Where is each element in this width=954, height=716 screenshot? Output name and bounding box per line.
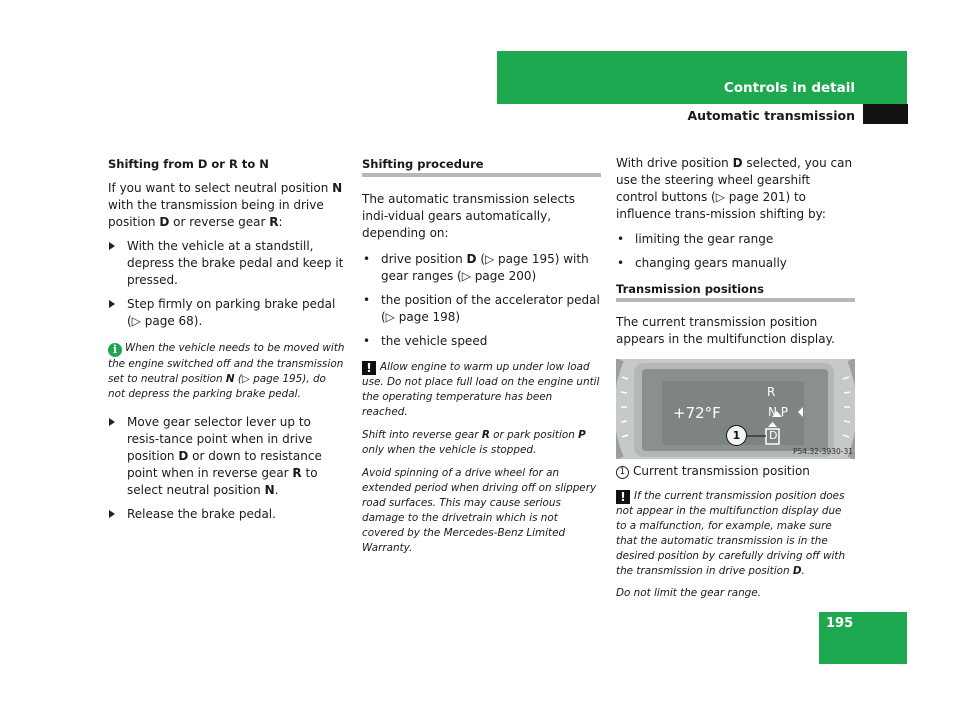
info-icon: i — [108, 343, 122, 357]
image-caption: 1 Current transmission position — [616, 463, 855, 480]
triangle-bullet-icon — [109, 242, 115, 250]
callout-1: 1 — [726, 425, 747, 446]
info-note: i When the vehicle needs to be moved with the engine switched off and the transmission set to neutral position N (▷ page 195), do not depress the parking brake pedal. — [108, 342, 345, 400]
subsection-black-tab — [863, 104, 908, 124]
column-2 — [362, 157, 601, 564]
step-4: Release the brake pedal. — [108, 506, 346, 523]
multifunction-display-image — [616, 359, 855, 459]
step-2: Step firmly on parking brake pedal (▷ page 68). — [108, 296, 346, 330]
display-gear-d: D — [769, 429, 778, 442]
warning-note-2: Shift into reverse gear R or park position P only when the vehicle is stopped. — [362, 429, 586, 456]
column-1 — [108, 157, 346, 530]
step-1: With the vehicle at a standstill, depress the brake pedal and keep it pressed. — [108, 238, 346, 289]
bullet-speed: • the vehicle speed — [363, 334, 488, 348]
photo-code: P54.32-3930-31 — [792, 447, 853, 456]
section-title: Controls in detail — [723, 80, 855, 96]
triangle-bullet-icon — [109, 418, 115, 426]
display-gear-np: N P — [768, 405, 789, 419]
display-gear-r: R — [767, 385, 776, 399]
warning-note-1: ! Allow engine to warm up under low load use. Do not place full load on the engine until the operating temperature has been reached. — [362, 361, 600, 418]
intro-paragraph: If you want to select neutral position N with the transmission being in drive position D or reverse gear R: — [108, 181, 343, 229]
triangle-bullet-icon — [109, 300, 115, 308]
triangle-bullet-icon — [109, 510, 115, 518]
bullet-accelerator: • the position of the accelerator pedal (▷ page 198) — [363, 293, 600, 324]
heading-shifting-d-r-to-n: Shifting from D or R to N — [108, 157, 269, 171]
bullet-limit-range: • limiting the gear range — [617, 232, 774, 246]
warning-icon: ! — [616, 490, 630, 504]
warning-note-gear-range: Do not limit the gear range. — [616, 587, 761, 599]
display-paragraph: The current transmission position appears in the multifunction display. — [616, 315, 835, 346]
bullet-change-gears: • changing gears manually — [617, 256, 787, 270]
intro-paragraph: The automatic transmission selects indi-vidual gears automatically, depending on: — [362, 192, 576, 240]
warning-note-transmission: ! If the current transmission position does not appear in the multifunction display due to a malfunction, for example, make sure that the automatic transmission is in the desired position by carefully driving off with the transmission in drive position D. — [616, 490, 846, 577]
subsection-title: Automatic transmission — [687, 108, 855, 123]
heading-shifting-procedure: Shifting procedure — [362, 157, 601, 177]
heading-transmission-positions: Transmission positions — [616, 282, 855, 302]
warning-icon: ! — [362, 361, 376, 375]
header-green-bar — [497, 51, 907, 104]
warning-note-3: Avoid spinning of a drive wheel for an extended period when driving off on slippery road surfaces. This may cause serious damage to the drivetrain which is not covered by the Mercedes-Benz Limited Warranty. — [362, 467, 597, 554]
column-3-lower — [616, 463, 855, 609]
column-3 — [616, 155, 855, 355]
step-3: Move gear selector lever up to resis-tance point when in drive position D or down to resistance point when in reverse gear R to select neutral position N. — [108, 414, 346, 499]
display-temperature: +72°F — [673, 404, 721, 422]
intro-paragraph: With drive position D selected, you can use the steering wheel gearshift control buttons (▷ page 201) to influence trans-mission shifting by: — [616, 156, 853, 221]
bullet-drive-position: • drive position D (▷ page 195) with gear ranges (▷ page 200) — [363, 252, 589, 283]
page-number: 195 — [826, 616, 854, 631]
